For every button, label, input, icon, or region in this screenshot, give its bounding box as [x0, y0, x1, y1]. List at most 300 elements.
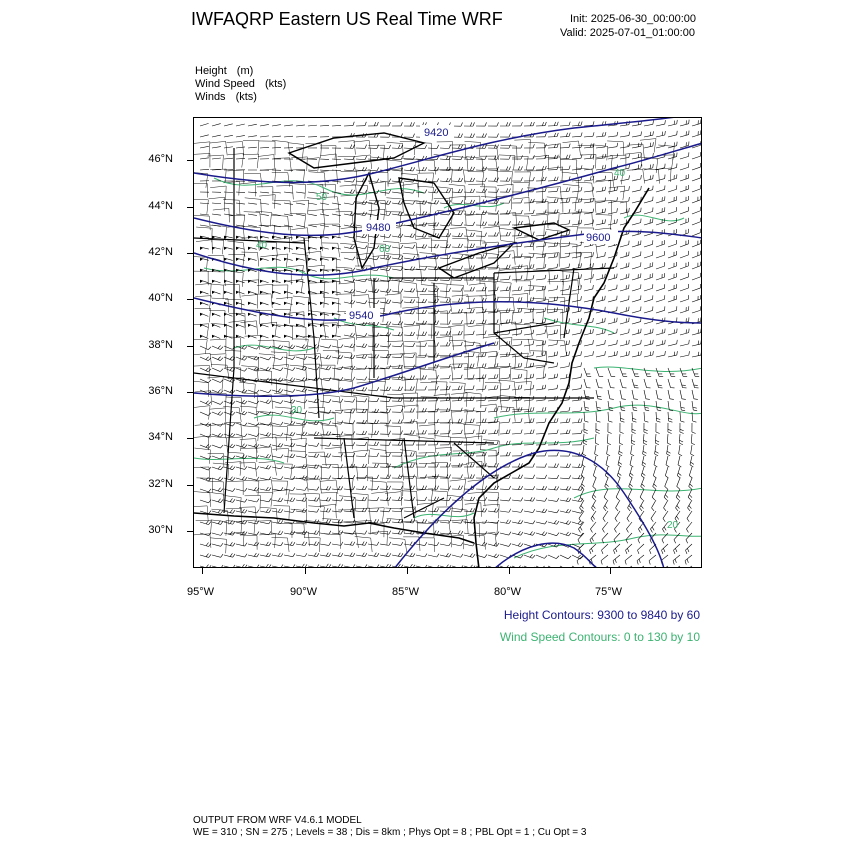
wind-barb	[584, 401, 589, 411]
wind-barb	[296, 258, 305, 261]
wind-barb	[380, 179, 391, 183]
county-line	[195, 296, 211, 310]
wind-barb	[224, 498, 235, 502]
wind-barb	[308, 170, 317, 171]
wind-barb	[524, 144, 534, 148]
wind-barb	[260, 477, 271, 480]
wind-barb	[590, 522, 596, 533]
county-line	[309, 407, 325, 421]
wind-barb	[644, 329, 653, 335]
wind-barb	[640, 489, 644, 500]
wind-barb	[452, 408, 462, 412]
wind-contour-labels	[256, 168, 679, 531]
county-line	[564, 213, 580, 227]
county-line	[401, 421, 419, 435]
wind-barb	[685, 555, 692, 564]
wind-barb	[661, 544, 668, 554]
wind-barb	[680, 340, 689, 346]
wind-barb	[560, 475, 571, 479]
wind-barb	[548, 351, 558, 357]
state-line	[524, 358, 554, 363]
height-contour-label: 9540	[349, 310, 374, 322]
wind-barb	[392, 289, 403, 292]
wind-barb	[368, 420, 379, 424]
wind-barb	[260, 236, 269, 239]
county-line	[496, 337, 512, 351]
wind-barb	[655, 434, 659, 445]
wind-barb	[665, 467, 668, 478]
wind-barb	[320, 553, 331, 557]
wind-barb	[536, 231, 546, 236]
wind-barb	[689, 478, 693, 489]
county-line	[293, 532, 310, 546]
wind-barb	[416, 299, 427, 303]
model-settings: WE = 310 ; SN = 275 ; Levels = 38 ; Dis = 8km ; Phys Opt = 8 ; PBL Opt = 1 ; Cu Opt = 3	[193, 827, 587, 838]
wind-barb	[488, 430, 498, 434]
wind-barb	[632, 142, 642, 148]
wind-barb	[236, 236, 245, 239]
wind-barb	[344, 442, 355, 446]
county-line	[497, 297, 514, 311]
county-line	[514, 281, 530, 295]
wind-barb	[608, 423, 612, 433]
wind-barb	[236, 291, 244, 294]
wind-barb	[260, 531, 271, 534]
wind-barb	[604, 500, 608, 511]
wind-barb	[679, 445, 682, 456]
county-line	[513, 197, 529, 211]
wind-barb	[368, 167, 379, 171]
wind-barb	[368, 542, 379, 545]
county-line	[368, 145, 384, 159]
wind-barb	[548, 498, 559, 501]
wind-barb	[692, 218, 700, 225]
wind-barb	[595, 434, 599, 445]
wind-barb	[284, 367, 295, 370]
wind-barb	[416, 233, 427, 237]
wind-barb	[668, 306, 677, 313]
county-line	[287, 265, 303, 279]
wind-barb	[488, 542, 499, 546]
county-line	[308, 506, 324, 521]
wind-barb	[380, 542, 391, 545]
wind-barb	[584, 296, 593, 302]
wind-barb	[644, 131, 653, 137]
wind-barb	[590, 533, 596, 543]
wind-barb	[212, 158, 221, 159]
county-line	[354, 508, 371, 522]
wind-barb	[524, 286, 534, 291]
wind-barb	[440, 167, 451, 171]
wind-barb	[524, 319, 534, 324]
wind-barb	[212, 411, 223, 415]
wind-barb	[404, 376, 415, 380]
wind-barb	[248, 532, 259, 535]
wind-barb	[680, 401, 685, 411]
wind-barb	[572, 385, 582, 390]
wind-barb	[692, 229, 700, 236]
wind-barb	[548, 509, 559, 512]
wind-barb	[428, 375, 438, 379]
wind-barb	[332, 214, 341, 216]
wind-barb	[668, 218, 677, 225]
wind-barb	[332, 542, 343, 545]
wind-barb	[452, 320, 462, 324]
wind-barb	[596, 340, 605, 346]
wind-barb	[236, 531, 247, 535]
wind-barb	[332, 519, 343, 523]
county-line	[436, 169, 452, 183]
wind-barb	[626, 522, 632, 533]
wind-barb	[476, 122, 486, 126]
wind-barb	[284, 389, 295, 392]
county-line	[643, 169, 660, 184]
wind-barb	[224, 135, 233, 137]
wind-barb	[560, 532, 571, 536]
wind-barb	[212, 147, 221, 148]
wind-barb	[560, 242, 570, 247]
wind-barb	[248, 203, 257, 204]
wind-barb	[332, 475, 343, 479]
county-line	[419, 308, 436, 322]
wind-barb	[344, 531, 355, 535]
wind-barb	[440, 288, 451, 292]
wind-barb	[500, 166, 511, 170]
wind-barb	[212, 335, 220, 338]
wind-barb	[500, 265, 510, 269]
county-line	[596, 214, 612, 229]
wind-barb	[560, 555, 571, 559]
wind-barb	[560, 264, 570, 269]
wind-barb	[644, 340, 653, 346]
wind-barb	[248, 225, 257, 227]
longitude-axis	[187, 568, 702, 598]
wind-barb	[592, 500, 596, 511]
wind-contour-label: 20	[667, 520, 679, 531]
wind-barb	[320, 453, 331, 457]
wind-barb	[284, 214, 293, 216]
wind-barb	[524, 243, 534, 247]
wind-barb	[452, 244, 463, 248]
county-line	[287, 425, 303, 439]
lon-tick-label: 90°W	[290, 586, 318, 598]
wind-barb	[356, 290, 367, 293]
wind-barb	[320, 531, 331, 534]
county-line	[228, 378, 244, 392]
wind-barb	[667, 434, 671, 445]
wind-barb	[488, 385, 498, 390]
wind-barb	[284, 125, 293, 126]
wind-barb	[572, 418, 582, 423]
wind-barb	[392, 122, 402, 126]
wind-barb	[631, 434, 635, 445]
wind-barb	[464, 189, 475, 193]
wind-barb	[440, 520, 451, 524]
county-line	[258, 155, 275, 169]
wind-barb	[440, 364, 450, 368]
county-line	[213, 208, 230, 222]
wind-barb	[560, 187, 570, 192]
wind-barb	[524, 166, 534, 170]
wind-barb	[452, 419, 462, 423]
wind-barb	[688, 500, 692, 511]
county-line	[434, 423, 450, 438]
wind-barb	[224, 335, 232, 338]
wind-barb	[452, 554, 463, 557]
wind-barb	[296, 214, 305, 216]
wind-barb	[668, 153, 677, 159]
wind-barb	[284, 356, 295, 359]
wind-barb	[488, 221, 499, 225]
wind-barb	[548, 566, 559, 568]
wind-barb	[596, 296, 605, 302]
wind-barb	[452, 189, 463, 193]
wind-barb	[392, 486, 403, 490]
wind-barb	[200, 500, 211, 503]
wind-barb	[236, 135, 245, 137]
wind-barb	[464, 463, 474, 467]
wind-barb	[644, 295, 653, 302]
wind-barb	[476, 133, 487, 137]
county-line	[272, 426, 288, 441]
wind-barb	[656, 251, 665, 258]
wind-barb	[560, 430, 570, 434]
wind-barb	[500, 486, 511, 490]
wind-barb	[212, 445, 223, 448]
wind-barb	[548, 329, 558, 335]
wind-barb	[581, 467, 584, 478]
wind-barb	[320, 345, 331, 348]
county-line	[276, 464, 292, 478]
wind-barb	[200, 477, 211, 481]
wind-barb	[500, 497, 511, 501]
wind-barb	[212, 135, 221, 137]
county-line	[244, 212, 262, 227]
wind-barb	[248, 412, 259, 415]
wind-barb	[632, 351, 641, 357]
wind-barb	[476, 287, 486, 291]
wind-barb	[452, 375, 462, 379]
wind-barb	[332, 355, 343, 359]
wind-barb	[440, 331, 450, 335]
wind-barb	[260, 136, 269, 137]
wind-barb	[200, 489, 211, 492]
wind-barb	[668, 412, 672, 422]
wind-barb	[452, 474, 463, 478]
wind-barb	[620, 208, 629, 214]
wind-barb	[488, 363, 498, 368]
wind-barb	[308, 410, 319, 413]
wind-barb	[692, 251, 700, 258]
wind-barb	[224, 456, 235, 459]
wind-barb	[476, 542, 487, 546]
wind-barb	[296, 388, 307, 392]
county-line	[436, 336, 454, 350]
wind-barb	[596, 401, 601, 411]
county-line	[386, 198, 403, 213]
wind-barbs	[200, 119, 701, 568]
height-contour-labels	[346, 125, 618, 322]
wind-barb	[620, 197, 629, 203]
wind-barb	[212, 554, 223, 557]
wind-barb	[368, 553, 379, 557]
county-line	[223, 406, 241, 422]
wind-barb	[248, 346, 259, 349]
wind-barb	[368, 453, 379, 457]
wind-barb	[260, 147, 269, 148]
county-line	[207, 284, 223, 299]
wind-barb	[618, 456, 622, 467]
wind-barb	[272, 542, 283, 545]
wind-barb	[344, 541, 355, 545]
wind-barb	[440, 474, 451, 478]
wind-barb	[356, 409, 367, 413]
wind-barb	[625, 544, 632, 554]
wind-barb	[584, 379, 591, 388]
wind-barb	[680, 368, 687, 376]
county-line	[404, 341, 420, 356]
gulf-coastline	[194, 513, 474, 543]
county-line	[356, 354, 372, 368]
wind-barb	[236, 258, 245, 261]
wind-barb	[368, 387, 379, 391]
wind-barb	[512, 486, 523, 490]
county-line	[335, 294, 351, 308]
wind-barb	[524, 297, 534, 302]
county-line	[223, 199, 240, 214]
wind-barb	[632, 412, 636, 422]
wind-barb	[536, 297, 546, 302]
wind-barb	[596, 165, 606, 170]
wind-barb	[284, 258, 293, 261]
wind-barb	[584, 351, 593, 357]
wind-barb	[260, 487, 271, 491]
wind-barb	[368, 464, 379, 468]
wind-barb	[452, 145, 463, 149]
wind-barb	[236, 158, 245, 159]
wind-barb	[584, 198, 594, 203]
wind-barb	[428, 145, 439, 149]
wind-barb	[416, 386, 426, 390]
wind-barb	[416, 211, 427, 215]
wind-barb	[524, 430, 534, 434]
wind-barb	[440, 486, 451, 490]
wind-barb	[260, 422, 271, 425]
county-line	[436, 507, 452, 521]
wind-barb	[284, 345, 295, 349]
wind-barb	[572, 318, 581, 324]
wind-barb	[260, 553, 271, 557]
wind-barb	[416, 554, 427, 557]
wind-barb	[632, 423, 636, 433]
county-line	[276, 523, 292, 538]
county-line	[498, 407, 515, 422]
county-line	[466, 214, 482, 228]
wind-barb	[284, 498, 295, 502]
county-line	[323, 297, 339, 313]
wind-barb	[524, 385, 534, 390]
wind-barb	[248, 124, 257, 126]
wind-barb	[296, 553, 307, 556]
wind-barb	[380, 354, 391, 358]
wind-barb	[200, 357, 211, 361]
county-line	[465, 503, 482, 517]
wind-barb	[272, 335, 281, 338]
county-line	[657, 155, 673, 169]
field-unit: (kts)	[235, 91, 257, 103]
county-line	[243, 480, 259, 495]
wind-barb	[224, 466, 235, 470]
county-line	[452, 253, 469, 269]
wind-barb	[380, 553, 391, 557]
wind-barb	[260, 564, 271, 568]
wind-barb	[332, 170, 341, 171]
wind-barb	[284, 192, 293, 193]
wind-barb	[656, 240, 665, 247]
wind-barb	[416, 430, 426, 434]
wind-barb	[356, 497, 367, 501]
wind-barb	[224, 258, 233, 261]
wind-barb	[464, 364, 474, 368]
wind-barb	[380, 497, 391, 501]
county-line	[353, 295, 371, 309]
wind-barb	[680, 295, 689, 302]
wind-barb	[272, 136, 281, 137]
wind-barb	[594, 456, 597, 467]
wind-barb	[617, 467, 621, 478]
wind-barb	[560, 274, 570, 280]
wind-contour-label: 50	[316, 192, 328, 203]
wind-barb	[356, 531, 367, 535]
wind-barb	[692, 351, 701, 357]
wind-barb	[368, 486, 379, 490]
wind-barb	[212, 477, 223, 481]
height-contour-label: 9600	[586, 232, 611, 244]
wind-barb	[380, 409, 391, 413]
wind-barb	[536, 330, 546, 335]
wind-barb	[260, 498, 271, 501]
wind-barb	[440, 244, 451, 248]
wind-barb	[212, 357, 223, 361]
wind-barb	[644, 379, 651, 388]
wind-barb	[668, 379, 675, 388]
wind-barb	[620, 390, 626, 399]
wind-barb	[272, 302, 281, 305]
wind-barb	[644, 390, 650, 399]
wind-barb	[428, 419, 438, 423]
wind-barb	[260, 444, 271, 447]
wind-barb	[296, 345, 307, 349]
wind-barb	[476, 497, 487, 501]
wind-barb	[452, 167, 463, 171]
wind-barb	[404, 245, 415, 248]
county-line	[357, 423, 373, 438]
wind-barb	[416, 332, 427, 336]
wind-barb	[260, 280, 269, 283]
wind-barb	[616, 489, 620, 500]
wind-barb	[691, 434, 695, 445]
wind-barb	[584, 165, 594, 170]
lake-superior	[289, 133, 424, 168]
county-line	[481, 145, 499, 160]
lon-tick-mark	[202, 568, 203, 574]
wind-barb	[656, 120, 665, 126]
wind-barb	[548, 209, 558, 214]
wind-barb	[476, 520, 487, 523]
wind-barb	[344, 122, 354, 126]
wind-barb	[512, 232, 522, 236]
county-line	[371, 492, 388, 506]
